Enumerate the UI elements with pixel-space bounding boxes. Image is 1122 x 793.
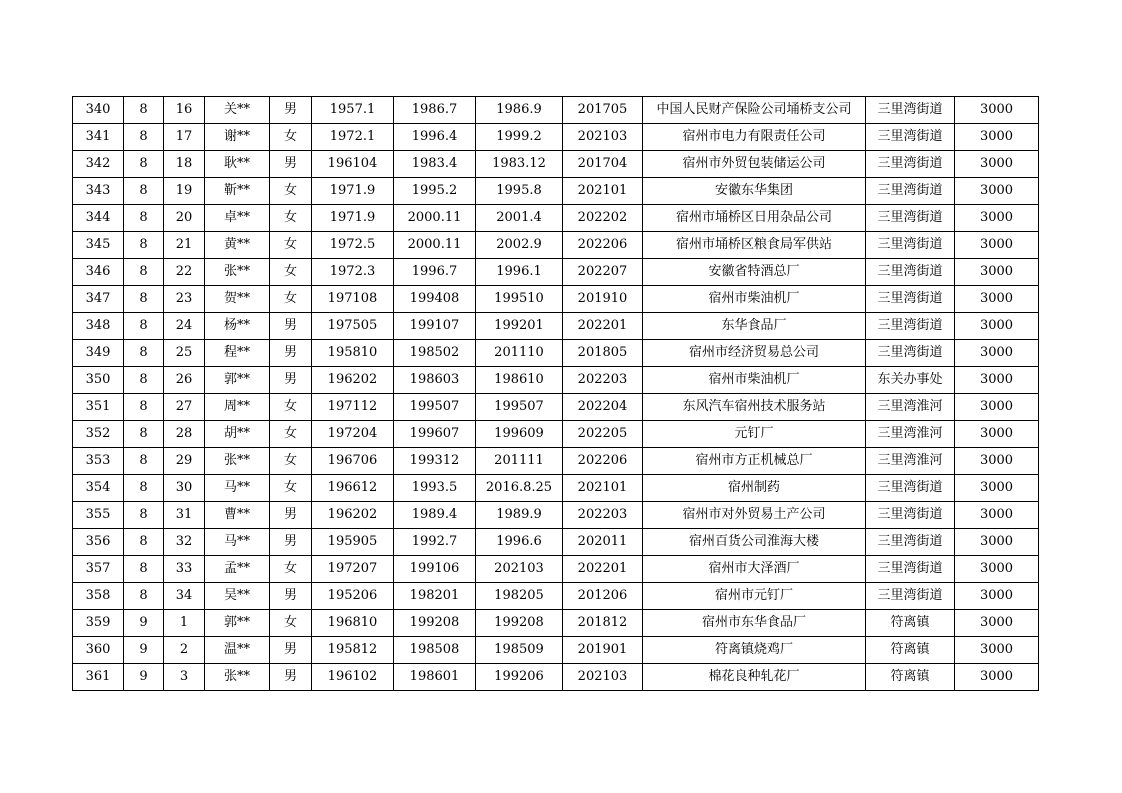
cell-amount: 3000 [955, 448, 1039, 475]
cell-name: 张** [205, 448, 270, 475]
table-row [73, 421, 1039, 448]
cell-birth-date: 1971.9 [312, 205, 394, 232]
cell-birth-date: 196202 [312, 367, 394, 394]
cell-group-no: 9 [124, 637, 164, 664]
cell-amount: 3000 [955, 664, 1039, 691]
table-row [73, 637, 1039, 664]
cell-subdistrict: 三里湾街道 [866, 340, 955, 367]
cell-name: 温** [205, 637, 270, 664]
cell-gender: 女 [270, 124, 312, 151]
table-row [73, 664, 1039, 691]
cell-retire-date: 201705 [563, 97, 643, 124]
cell-work-start-date: 1996.7 [394, 259, 476, 286]
cell-retire-date: 202202 [563, 205, 643, 232]
cell-serial-no: 340 [73, 97, 124, 124]
cell-retire-date: 202101 [563, 475, 643, 502]
cell-retire-date: 202204 [563, 394, 643, 421]
cell-amount: 3000 [955, 529, 1039, 556]
cell-gender: 女 [270, 232, 312, 259]
cell-gender: 女 [270, 610, 312, 637]
cell-subdistrict: 三里湾街道 [866, 97, 955, 124]
cell-birth-date: 1972.1 [312, 124, 394, 151]
cell-birth-date: 195810 [312, 340, 394, 367]
cell-gender: 男 [270, 583, 312, 610]
table-row [73, 475, 1039, 502]
cell-retire-date: 202203 [563, 367, 643, 394]
table-row [73, 448, 1039, 475]
cell-group-seq: 18 [164, 151, 205, 178]
cell-gender: 男 [270, 637, 312, 664]
cell-gender: 男 [270, 367, 312, 394]
cell-serial-no: 358 [73, 583, 124, 610]
table-row [73, 205, 1039, 232]
cell-group-seq: 20 [164, 205, 205, 232]
cell-group-no: 9 [124, 664, 164, 691]
cell-gender: 女 [270, 286, 312, 313]
cell-birth-date: 196102 [312, 664, 394, 691]
cell-employer: 宿州市对外贸易土产公司 [643, 502, 866, 529]
records-table [72, 96, 1039, 691]
cell-subdistrict: 符离镇 [866, 610, 955, 637]
cell-name: 张** [205, 259, 270, 286]
cell-entry-date: 198205 [476, 583, 563, 610]
cell-employer: 安徽东华集团 [643, 178, 866, 205]
table-row [73, 529, 1039, 556]
cell-birth-date: 197112 [312, 394, 394, 421]
cell-amount: 3000 [955, 502, 1039, 529]
cell-employer: 宿州市东华食品厂 [643, 610, 866, 637]
cell-entry-date: 198509 [476, 637, 563, 664]
cell-employer: 宿州市电力有限责任公司 [643, 124, 866, 151]
cell-group-no: 8 [124, 556, 164, 583]
cell-retire-date: 201812 [563, 610, 643, 637]
cell-serial-no: 348 [73, 313, 124, 340]
cell-gender: 男 [270, 151, 312, 178]
cell-amount: 3000 [955, 367, 1039, 394]
cell-work-start-date: 2000.11 [394, 205, 476, 232]
cell-entry-date: 2001.4 [476, 205, 563, 232]
cell-entry-date: 1983.12 [476, 151, 563, 178]
cell-group-seq: 25 [164, 340, 205, 367]
cell-work-start-date: 198508 [394, 637, 476, 664]
cell-retire-date: 202206 [563, 232, 643, 259]
cell-employer: 东风汽车宿州技术服务站 [643, 394, 866, 421]
table-row [73, 367, 1039, 394]
cell-serial-no: 341 [73, 124, 124, 151]
cell-work-start-date: 2000.11 [394, 232, 476, 259]
cell-name: 郭** [205, 367, 270, 394]
cell-group-seq: 24 [164, 313, 205, 340]
cell-name: 卓** [205, 205, 270, 232]
cell-serial-no: 347 [73, 286, 124, 313]
cell-subdistrict: 三里湾街道 [866, 205, 955, 232]
cell-entry-date: 202103 [476, 556, 563, 583]
cell-gender: 男 [270, 502, 312, 529]
cell-retire-date: 201901 [563, 637, 643, 664]
cell-subdistrict: 三里湾街道 [866, 502, 955, 529]
cell-work-start-date: 198502 [394, 340, 476, 367]
cell-group-no: 8 [124, 340, 164, 367]
cell-group-no: 8 [124, 583, 164, 610]
cell-retire-date: 202203 [563, 502, 643, 529]
cell-entry-date: 199201 [476, 313, 563, 340]
cell-serial-no: 361 [73, 664, 124, 691]
cell-entry-date: 199507 [476, 394, 563, 421]
cell-work-start-date: 198201 [394, 583, 476, 610]
cell-name: 靳** [205, 178, 270, 205]
cell-name: 贺** [205, 286, 270, 313]
cell-gender: 女 [270, 178, 312, 205]
cell-work-start-date: 199107 [394, 313, 476, 340]
cell-group-seq: 19 [164, 178, 205, 205]
cell-employer: 宿州市柴油机厂 [643, 367, 866, 394]
cell-retire-date: 202103 [563, 664, 643, 691]
cell-retire-date: 202103 [563, 124, 643, 151]
cell-work-start-date: 199106 [394, 556, 476, 583]
cell-group-no: 8 [124, 151, 164, 178]
cell-subdistrict: 东关办事处 [866, 367, 955, 394]
cell-amount: 3000 [955, 394, 1039, 421]
cell-gender: 女 [270, 394, 312, 421]
cell-work-start-date: 1993.5 [394, 475, 476, 502]
cell-subdistrict: 三里湾淮河 [866, 448, 955, 475]
cell-birth-date: 195206 [312, 583, 394, 610]
cell-subdistrict: 三里湾街道 [866, 529, 955, 556]
cell-serial-no: 356 [73, 529, 124, 556]
table-row [73, 610, 1039, 637]
cell-subdistrict: 三里湾街道 [866, 583, 955, 610]
cell-serial-no: 344 [73, 205, 124, 232]
cell-group-seq: 3 [164, 664, 205, 691]
cell-entry-date: 1999.2 [476, 124, 563, 151]
cell-entry-date: 1986.9 [476, 97, 563, 124]
cell-group-seq: 23 [164, 286, 205, 313]
table-row [73, 178, 1039, 205]
cell-gender: 男 [270, 529, 312, 556]
cell-gender: 女 [270, 421, 312, 448]
cell-group-no: 8 [124, 502, 164, 529]
cell-name: 吴** [205, 583, 270, 610]
cell-gender: 男 [270, 97, 312, 124]
cell-group-seq: 22 [164, 259, 205, 286]
table-row [73, 97, 1039, 124]
cell-amount: 3000 [955, 475, 1039, 502]
cell-employer: 棉花良种轧花厂 [643, 664, 866, 691]
table-row [73, 313, 1039, 340]
cell-subdistrict: 符离镇 [866, 664, 955, 691]
cell-entry-date: 1989.9 [476, 502, 563, 529]
cell-gender: 男 [270, 340, 312, 367]
cell-name: 黄** [205, 232, 270, 259]
cell-work-start-date: 1983.4 [394, 151, 476, 178]
cell-work-start-date: 1986.7 [394, 97, 476, 124]
cell-group-no: 8 [124, 448, 164, 475]
cell-amount: 3000 [955, 340, 1039, 367]
cell-retire-date: 202011 [563, 529, 643, 556]
cell-work-start-date: 199312 [394, 448, 476, 475]
cell-group-no: 8 [124, 475, 164, 502]
cell-subdistrict: 三里湾街道 [866, 124, 955, 151]
cell-amount: 3000 [955, 556, 1039, 583]
cell-name: 张** [205, 664, 270, 691]
cell-entry-date: 201111 [476, 448, 563, 475]
cell-group-no: 8 [124, 178, 164, 205]
cell-group-no: 8 [124, 205, 164, 232]
cell-name: 耿** [205, 151, 270, 178]
cell-name: 胡** [205, 421, 270, 448]
cell-retire-date: 202205 [563, 421, 643, 448]
cell-serial-no: 353 [73, 448, 124, 475]
table-row [73, 556, 1039, 583]
cell-gender: 女 [270, 556, 312, 583]
cell-birth-date: 1972.5 [312, 232, 394, 259]
cell-group-no: 8 [124, 232, 164, 259]
cell-amount: 3000 [955, 151, 1039, 178]
cell-employer: 安徽省特酒总厂 [643, 259, 866, 286]
cell-entry-date: 199206 [476, 664, 563, 691]
cell-group-no: 8 [124, 394, 164, 421]
cell-birth-date: 1971.9 [312, 178, 394, 205]
cell-birth-date: 196202 [312, 502, 394, 529]
cell-retire-date: 201206 [563, 583, 643, 610]
cell-work-start-date: 1992.7 [394, 529, 476, 556]
cell-employer: 东华食品厂 [643, 313, 866, 340]
cell-group-seq: 26 [164, 367, 205, 394]
cell-entry-date: 1995.8 [476, 178, 563, 205]
cell-group-seq: 27 [164, 394, 205, 421]
cell-retire-date: 202207 [563, 259, 643, 286]
cell-name: 孟** [205, 556, 270, 583]
cell-birth-date: 1957.1 [312, 97, 394, 124]
cell-amount: 3000 [955, 259, 1039, 286]
cell-group-seq: 17 [164, 124, 205, 151]
cell-birth-date: 195812 [312, 637, 394, 664]
cell-retire-date: 202201 [563, 556, 643, 583]
cell-subdistrict: 三里湾街道 [866, 286, 955, 313]
cell-retire-date: 202101 [563, 178, 643, 205]
cell-employer: 宿州百货公司淮海大楼 [643, 529, 866, 556]
cell-entry-date: 201110 [476, 340, 563, 367]
cell-employer: 元钉厂 [643, 421, 866, 448]
cell-entry-date: 1996.1 [476, 259, 563, 286]
cell-birth-date: 196612 [312, 475, 394, 502]
cell-group-no: 8 [124, 529, 164, 556]
cell-employer: 宿州市大泽酒厂 [643, 556, 866, 583]
cell-amount: 3000 [955, 637, 1039, 664]
cell-birth-date: 197505 [312, 313, 394, 340]
cell-birth-date: 197207 [312, 556, 394, 583]
cell-name: 关** [205, 97, 270, 124]
table-row [73, 232, 1039, 259]
cell-name: 谢** [205, 124, 270, 151]
cell-subdistrict: 三里湾街道 [866, 475, 955, 502]
cell-entry-date: 1996.6 [476, 529, 563, 556]
cell-employer: 符离镇烧鸡厂 [643, 637, 866, 664]
cell-entry-date: 2016.8.25 [476, 475, 563, 502]
cell-employer: 宿州市经济贸易总公司 [643, 340, 866, 367]
cell-group-seq: 28 [164, 421, 205, 448]
cell-amount: 3000 [955, 178, 1039, 205]
cell-serial-no: 355 [73, 502, 124, 529]
table-row [73, 340, 1039, 367]
table-row [73, 286, 1039, 313]
cell-gender: 女 [270, 259, 312, 286]
cell-retire-date: 202201 [563, 313, 643, 340]
cell-subdistrict: 三里湾街道 [866, 232, 955, 259]
cell-serial-no: 349 [73, 340, 124, 367]
cell-name: 马** [205, 475, 270, 502]
cell-entry-date: 199510 [476, 286, 563, 313]
cell-employer: 宿州市埇桥区粮食局军供站 [643, 232, 866, 259]
cell-gender: 女 [270, 475, 312, 502]
cell-subdistrict: 三里湾街道 [866, 151, 955, 178]
cell-name: 郭** [205, 610, 270, 637]
cell-gender: 男 [270, 664, 312, 691]
cell-retire-date: 202206 [563, 448, 643, 475]
cell-group-no: 9 [124, 610, 164, 637]
cell-work-start-date: 199507 [394, 394, 476, 421]
table-row [73, 502, 1039, 529]
cell-birth-date: 1972.3 [312, 259, 394, 286]
table-row [73, 124, 1039, 151]
cell-subdistrict: 三里湾街道 [866, 178, 955, 205]
cell-gender: 男 [270, 313, 312, 340]
cell-group-no: 8 [124, 124, 164, 151]
cell-group-no: 8 [124, 286, 164, 313]
cell-serial-no: 357 [73, 556, 124, 583]
cell-serial-no: 350 [73, 367, 124, 394]
cell-work-start-date: 198601 [394, 664, 476, 691]
table-row [73, 259, 1039, 286]
cell-employer: 宿州市元钉厂 [643, 583, 866, 610]
cell-birth-date: 197108 [312, 286, 394, 313]
cell-employer: 中国人民财产保险公司埇桥支公司 [643, 97, 866, 124]
cell-serial-no: 345 [73, 232, 124, 259]
cell-group-seq: 29 [164, 448, 205, 475]
cell-serial-no: 342 [73, 151, 124, 178]
cell-group-seq: 16 [164, 97, 205, 124]
cell-name: 杨** [205, 313, 270, 340]
cell-birth-date: 195905 [312, 529, 394, 556]
cell-work-start-date: 1996.4 [394, 124, 476, 151]
cell-serial-no: 352 [73, 421, 124, 448]
cell-birth-date: 196810 [312, 610, 394, 637]
cell-amount: 3000 [955, 610, 1039, 637]
cell-amount: 3000 [955, 232, 1039, 259]
cell-group-seq: 1 [164, 610, 205, 637]
cell-subdistrict: 三里湾街道 [866, 556, 955, 583]
cell-work-start-date: 199208 [394, 610, 476, 637]
cell-gender: 女 [270, 448, 312, 475]
cell-birth-date: 197204 [312, 421, 394, 448]
cell-employer: 宿州市外贸包装储运公司 [643, 151, 866, 178]
cell-group-seq: 31 [164, 502, 205, 529]
cell-amount: 3000 [955, 421, 1039, 448]
cell-serial-no: 359 [73, 610, 124, 637]
cell-serial-no: 360 [73, 637, 124, 664]
cell-subdistrict: 三里湾街道 [866, 259, 955, 286]
cell-serial-no: 343 [73, 178, 124, 205]
cell-group-no: 8 [124, 367, 164, 394]
cell-retire-date: 201805 [563, 340, 643, 367]
cell-entry-date: 199208 [476, 610, 563, 637]
cell-group-no: 8 [124, 313, 164, 340]
cell-gender: 女 [270, 205, 312, 232]
table-row [73, 151, 1039, 178]
cell-birth-date: 196104 [312, 151, 394, 178]
cell-group-no: 8 [124, 97, 164, 124]
cell-serial-no: 354 [73, 475, 124, 502]
cell-employer: 宿州市埇桥区日用杂品公司 [643, 205, 866, 232]
cell-amount: 3000 [955, 313, 1039, 340]
cell-amount: 3000 [955, 97, 1039, 124]
cell-group-no: 8 [124, 421, 164, 448]
cell-group-no: 8 [124, 259, 164, 286]
cell-subdistrict: 三里湾淮河 [866, 394, 955, 421]
cell-group-seq: 33 [164, 556, 205, 583]
cell-subdistrict: 符离镇 [866, 637, 955, 664]
cell-employer: 宿州市柴油机厂 [643, 286, 866, 313]
cell-entry-date: 198610 [476, 367, 563, 394]
cell-retire-date: 201704 [563, 151, 643, 178]
cell-group-seq: 30 [164, 475, 205, 502]
cell-birth-date: 196706 [312, 448, 394, 475]
cell-amount: 3000 [955, 583, 1039, 610]
cell-retire-date: 201910 [563, 286, 643, 313]
cell-work-start-date: 1995.2 [394, 178, 476, 205]
cell-serial-no: 351 [73, 394, 124, 421]
cell-entry-date: 2002.9 [476, 232, 563, 259]
cell-group-seq: 34 [164, 583, 205, 610]
cell-entry-date: 199609 [476, 421, 563, 448]
cell-name: 马** [205, 529, 270, 556]
table-row [73, 394, 1039, 421]
cell-work-start-date: 198603 [394, 367, 476, 394]
cell-employer: 宿州制药 [643, 475, 866, 502]
cell-name: 周** [205, 394, 270, 421]
cell-amount: 3000 [955, 205, 1039, 232]
cell-name: 曹** [205, 502, 270, 529]
cell-amount: 3000 [955, 286, 1039, 313]
table-row [73, 583, 1039, 610]
cell-name: 程** [205, 340, 270, 367]
cell-amount: 3000 [955, 124, 1039, 151]
cell-group-seq: 2 [164, 637, 205, 664]
cell-group-seq: 32 [164, 529, 205, 556]
cell-group-seq: 21 [164, 232, 205, 259]
cell-serial-no: 346 [73, 259, 124, 286]
cell-employer: 宿州市方正机械总厂 [643, 448, 866, 475]
table-body [73, 97, 1039, 691]
cell-work-start-date: 199607 [394, 421, 476, 448]
cell-work-start-date: 199408 [394, 286, 476, 313]
cell-subdistrict: 三里湾淮河 [866, 421, 955, 448]
cell-subdistrict: 三里湾街道 [866, 313, 955, 340]
cell-work-start-date: 1989.4 [394, 502, 476, 529]
